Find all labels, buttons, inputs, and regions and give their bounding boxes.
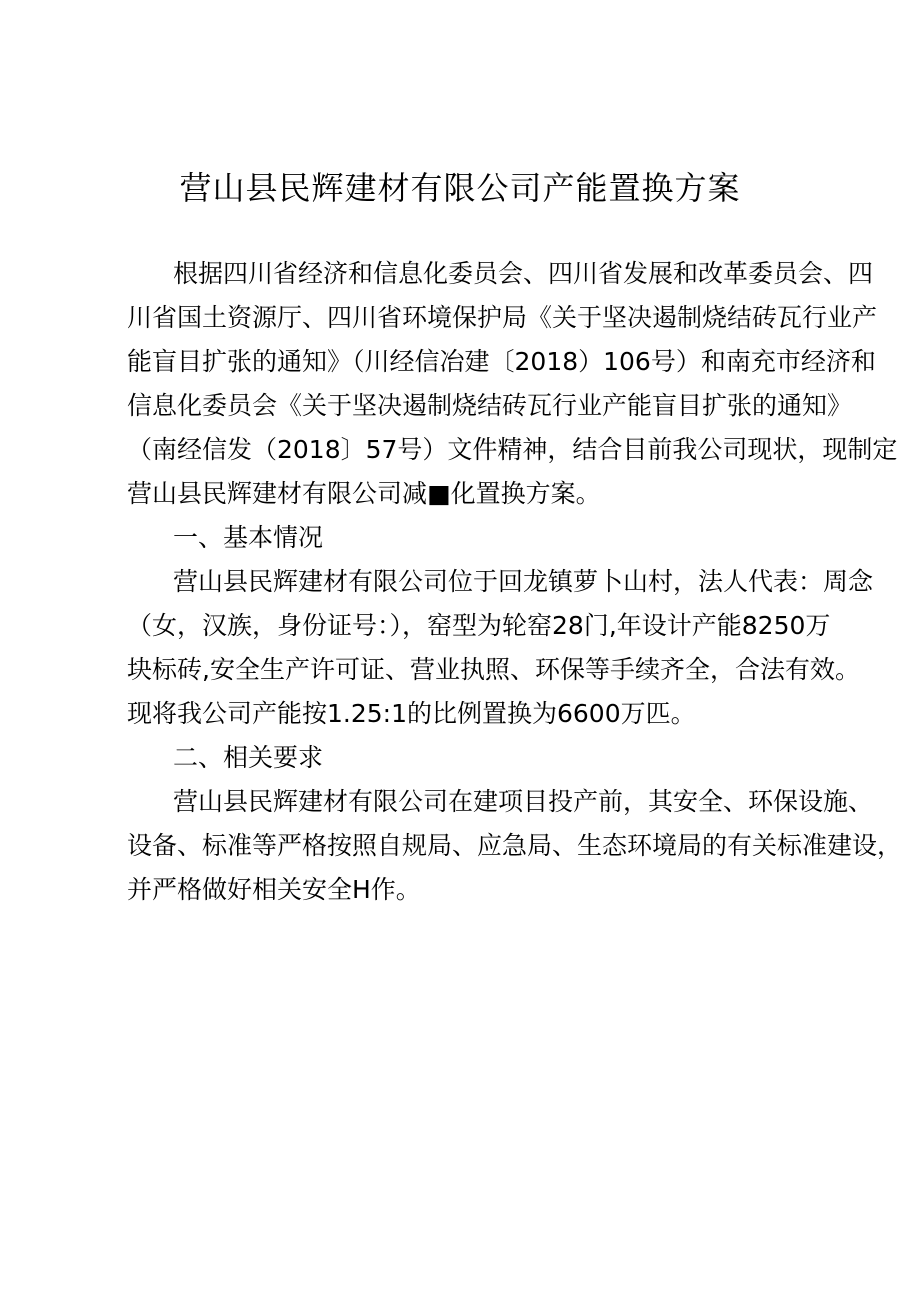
document-title: 营山县民辉建材有限公司产能置换方案 xyxy=(179,169,741,207)
paragraph-3-line-3: 并严格做好相关安全H作。 xyxy=(127,875,421,904)
paragraph-1-line-3: 能盲目扩张的通知》（川经信冶建〔2018）106号）和南充市经济和 xyxy=(127,347,876,376)
paragraph-1-line-2: 川省国土资源厅、四川省环境保护局《关于坚决遏制烧结砖瓦行业产 xyxy=(127,303,878,332)
paragraph-2-line-2: （女，汉族，身份证号：），窑型为轮窑28门,年设计产能8250万 xyxy=(127,611,831,640)
section-heading-basic: 一、基本情况 xyxy=(173,523,324,552)
paragraph-1-line-1: 根据四川省经济和信息化委员会、四川省发展和改革委员会、四 xyxy=(173,259,874,288)
section-heading-requirements: 二、相关要求 xyxy=(173,743,324,772)
paragraph-2-line-1: 营山县民辉建材有限公司位于回龙镇萝卜山村，法人代表：周念 xyxy=(173,567,874,596)
paragraph-2-line-4: 现将我公司产能按1.25:1的比例置换为6600万匹。 xyxy=(127,699,696,728)
paragraph-1-line-6: 营山县民辉建材有限公司减■化置换方案。 xyxy=(127,479,601,508)
paragraph-3-line-1: 营山县民辉建材有限公司在建项目投产前，其安全、环保设施、 xyxy=(173,787,874,816)
paragraph-1-line-5: （南经信发（2018〕57号）文件精神，结合目前我公司现状，现制定 xyxy=(127,435,898,464)
paragraph-2-line-3: 块标砖,安全生产许可证、营业执照、环保等手续齐全，合法有效。 xyxy=(127,655,860,684)
paragraph-1-line-4: 信息化委员会《关于坚决遏制烧结砖瓦行业产能盲目扩张的通知》 xyxy=(127,391,853,420)
paragraph-3-line-2: 设备、标准等严格按照自规局、应急局、生态环境局的有关标准建设， xyxy=(127,831,903,860)
